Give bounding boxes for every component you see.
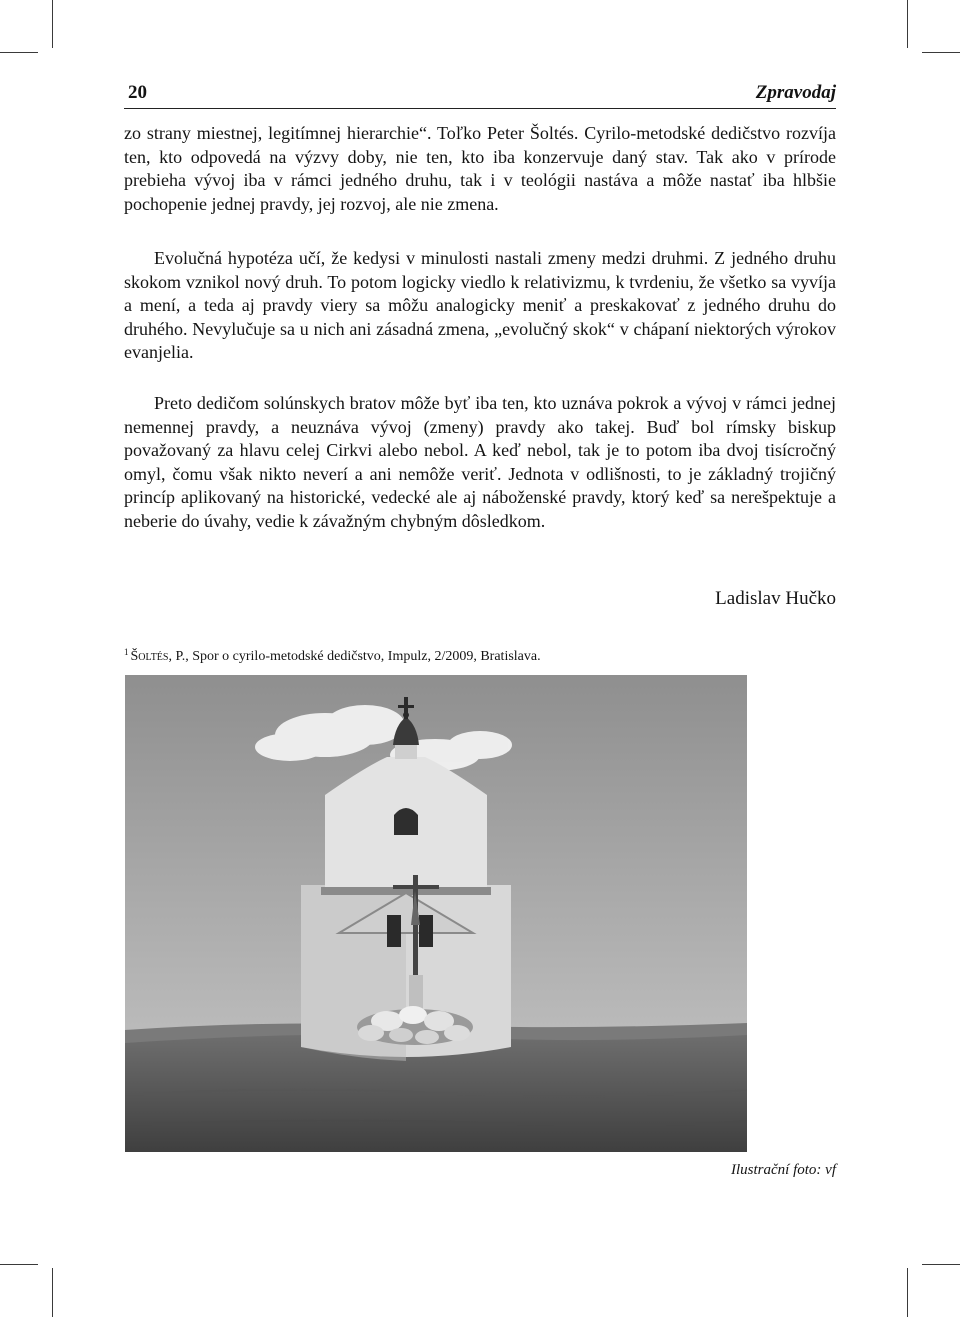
crop-mark xyxy=(922,1264,960,1265)
crop-mark xyxy=(52,0,53,48)
paragraph-intro: zo strany miestnej, legitímnej hierarchie“. Toľko Peter Šoltés. Cyrilo-metodské dedičstvo rozvíja ten, kto odpovedá na výzvy doby, nie ten, kto iba konzervuje daný stav. Tak ako v prírode prebieha vývoj iba v rámci jedného druhu, tak i v teológii nastáva a môže nastať iba hlbšie pochopenie jednej pravdy, jej rozvoj, ale nie zmena. xyxy=(124,123,836,214)
paragraph-heritage: Preto dedičom solúnskych bratov môže byť iba ten, kto uznáva pokrok a vývoj v rámci jednej nemennej pravdy, a neuznáva vývoj (zmeny) pravdy ako takej. Buď bol rímsky biskup považovaný za hlavu celej Cirkvi alebo nebol. A keď nebol, tak je to potom iba dvoj tisícročný omyl, čomu však nikto neverí a ani nemôže veriť. Jednota v odlišnosti, to je základný trojičný princíp aplikovaný na historické, vedecké ale aj náboženské pravdy, ktorý keď sa nerešpektuje a neberie do úvahy, vedie k závažným chybným dôsledkom. xyxy=(124,393,836,531)
crop-mark xyxy=(907,1268,908,1317)
crop-mark xyxy=(922,52,960,53)
crop-mark xyxy=(52,1268,53,1317)
footnote xyxy=(124,647,541,665)
footnote-marker: 1 xyxy=(124,647,129,657)
crop-mark xyxy=(0,52,38,53)
journal-title: Zpravodaj xyxy=(755,82,836,103)
crop-mark xyxy=(907,0,908,48)
page-number: 20 xyxy=(128,82,147,103)
chapel-photo xyxy=(125,675,747,1152)
footnote-author: Šoltés xyxy=(130,649,169,664)
article-paragraph xyxy=(124,247,836,365)
crop-mark xyxy=(0,1264,38,1265)
photo-caption: Ilustrační foto: vf xyxy=(731,1162,836,1178)
article-paragraph xyxy=(124,392,836,534)
author-signature: Ladislav Hučko xyxy=(715,588,836,609)
footnote-text: , P., Spor o cyrilo-metodské dedičstvo, Impulz, 2/2009, Bratislava. xyxy=(168,649,541,664)
paragraph-evolution: Evolučná hypotéza učí, že kedysi v minulosti nastali zmeny medzi druhmi. Z jedného druhu skokom vznikol nový druh. To potom logicky viedlo k relativizmu, k tvrdeniu, že všetko sa vyvíja a mení, a teda aj pravdy viery sa môžu analogicky meniť a preskakovať z jedného druhu do druhého. Nevylučuje sa u nich ani zásadná zmena, „evolučný skok“ v chápaní niektorých výrokov evanjelia. xyxy=(124,248,836,363)
page-header xyxy=(124,82,836,109)
article-paragraph xyxy=(124,122,836,216)
